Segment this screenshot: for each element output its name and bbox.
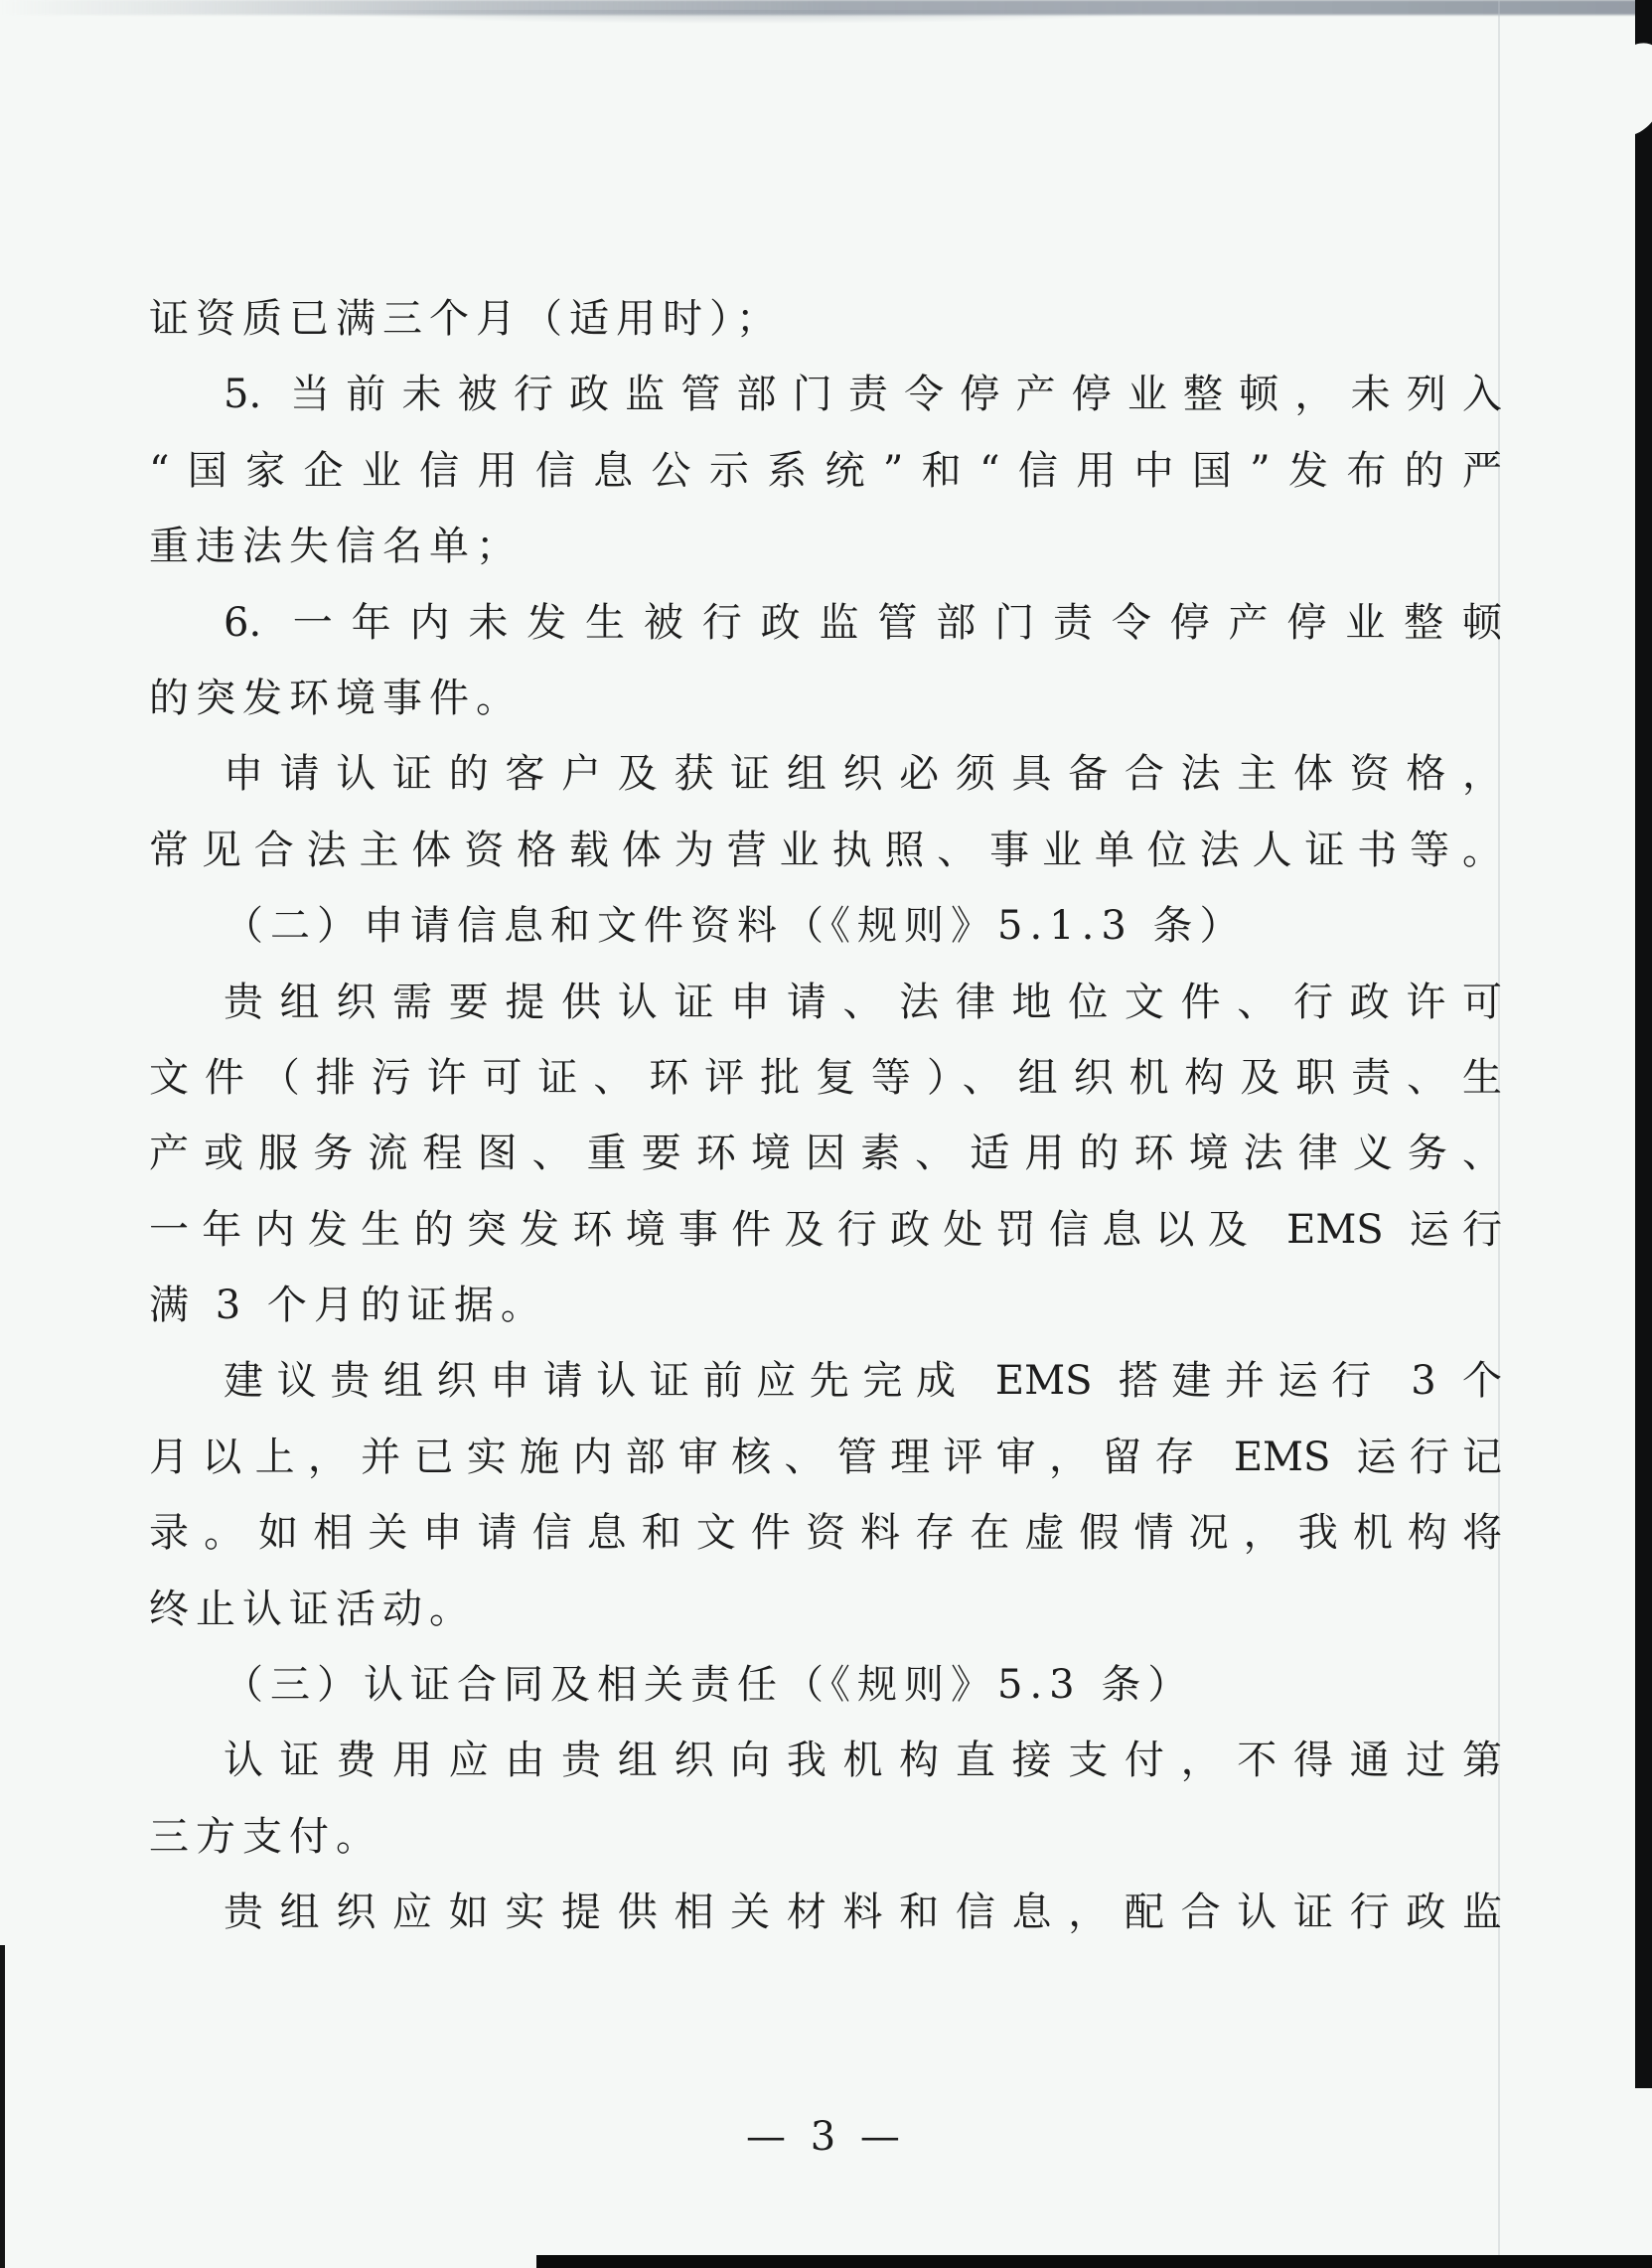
scan-artifact-left-edge [0, 1945, 5, 2268]
scan-artifact-bottom-edge [536, 2255, 1652, 2268]
text-line: 重违法失信名单； [149, 524, 523, 570]
text-line: 贵组织应如实提供相关材料和信息，配合认证行政监 [224, 1890, 1502, 1936]
text-line: 常见合法主体资格载体为营业执照、事业单位法人证书等。 [149, 827, 1502, 873]
text-line: 产或服务流程图、重要环境因素、适用的环境法律义务、 [149, 1131, 1502, 1177]
text-line: 录。如相关申请信息和文件资料存在虚假情况，我机构将 [149, 1510, 1502, 1557]
text-line: 文件（排污许可证、环评批复等）、组织机构及职责、生 [149, 1054, 1502, 1101]
scan-artifact-right-notch [1591, 35, 1652, 144]
scan-artifact-top-shadow [298, 10, 1192, 24]
document-body [149, 281, 1502, 1951]
text-line: 三方支付。 [149, 1813, 382, 1860]
text-line: 5. 当前未被行政监管部门责令停产停业整顿，未列入 [224, 372, 1502, 418]
page-number: — 3 — [746, 2114, 906, 2160]
text-line: 6. 一年内未发生被行政监管部门责令停产停业整顿 [224, 599, 1502, 646]
text-line: 月以上，并已实施内部审核、管理评审，留存 EMS 运行记 [149, 1434, 1502, 1480]
text-line: 终止认证活动。 [149, 1586, 476, 1632]
text-line: 一年内发生的突发环境事件及行政处罚信息以及 EMS 运行 [149, 1206, 1502, 1253]
scan-artifact-right-edge [1635, 0, 1652, 2088]
text-line: 建议贵组织申请认证前应先完成 EMS 搭建并运行 3 个 [224, 1358, 1502, 1405]
text-line: 贵组织需要提供认证申请、法律地位文件、行政许可 [224, 979, 1502, 1025]
text-line: 的突发环境事件。 [149, 675, 523, 721]
text-line: 满 3 个月的证据。 [149, 1283, 547, 1329]
section-heading: （二）申请信息和文件资料（《规则》5.1.3 条） [224, 903, 1247, 950]
text-line: “国家企业信用信息公示系统”和“信用中国”发布的严 [149, 447, 1502, 494]
text-line: 申请认证的客户及获证组织必须具备合法主体资格， [224, 751, 1502, 798]
text-line: 认证费用应由贵组织向我机构直接支付，不得通过第 [224, 1738, 1502, 1784]
section-heading: （三）认证合同及相关责任（《规则》5.3 条） [224, 1662, 1195, 1709]
text-line: 证资质已满三个月（适用时）； [149, 296, 783, 342]
